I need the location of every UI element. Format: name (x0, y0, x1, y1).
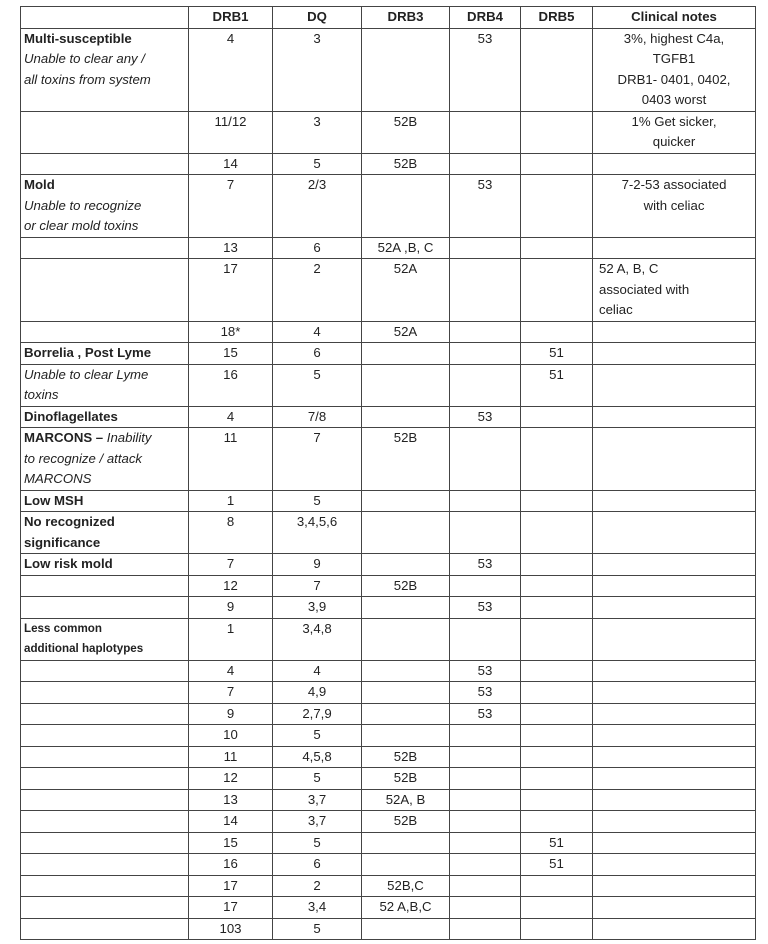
table-row (21, 682, 756, 704)
drb4-cell (450, 490, 521, 512)
drb5-cell: 51 (521, 854, 593, 876)
drb1-cell: 17 (189, 897, 273, 919)
clinical-notes-cell (593, 364, 756, 406)
drb1-cell: 12 (189, 575, 273, 597)
clinical-notes-cell (593, 175, 756, 238)
drb3-cell: 52B,C (362, 875, 450, 897)
dq-cell: 5 (273, 918, 362, 940)
table-row (21, 512, 756, 554)
drb5-cell (521, 768, 593, 790)
drb4-cell (450, 428, 521, 491)
drb3-cell (362, 682, 450, 704)
drb4-cell (450, 237, 521, 259)
category-desc: Unable to clear any / (24, 51, 145, 66)
clinical-notes-cell (593, 660, 756, 682)
clinical-notes-cell (593, 28, 756, 111)
category-cell (21, 406, 189, 428)
drb5-cell (521, 746, 593, 768)
drb5-cell (521, 554, 593, 576)
category-cell (21, 175, 189, 238)
drb1-cell: 4 (189, 406, 273, 428)
category-cell (21, 618, 189, 660)
drb1-cell: 15 (189, 832, 273, 854)
drb3-cell: 52B (362, 575, 450, 597)
category-title: significance (24, 534, 101, 550)
category-desc: all toxins from system (24, 71, 151, 87)
dq-cell: 4 (273, 321, 362, 343)
drb3-cell: 52 A,B,C (362, 897, 450, 919)
drb5-cell (521, 406, 593, 428)
dq-cell: 2/3 (273, 175, 362, 238)
table-row (21, 768, 756, 790)
drb3-cell (362, 343, 450, 365)
category-cell (21, 918, 189, 940)
category-title-line (24, 428, 185, 449)
drb1-cell: 7 (189, 682, 273, 704)
drb1-cell: 18* (189, 321, 273, 343)
drb3-cell (362, 512, 450, 554)
drb1-cell: 11 (189, 746, 273, 768)
dq-cell: 6 (273, 237, 362, 259)
table-row (21, 153, 756, 175)
drb3-cell (362, 406, 450, 428)
drb3-cell: 52B (362, 428, 450, 491)
drb4-cell: 53 (450, 28, 521, 111)
drb4-cell (450, 618, 521, 660)
drb5-cell (521, 111, 593, 153)
drb3-cell (362, 703, 450, 725)
drb4-cell (450, 897, 521, 919)
drb5-cell (521, 597, 593, 619)
drb4-cell (450, 343, 521, 365)
clinical-note-line: 52 A, B, C (599, 261, 659, 276)
drb4-cell (450, 789, 521, 811)
drb1-cell: 103 (189, 918, 273, 940)
drb3-cell: 52A ,B, C (362, 237, 450, 259)
header-drb3: DRB3 (362, 7, 450, 29)
drb5-cell (521, 175, 593, 238)
clinical-notes-cell (593, 428, 756, 491)
table-row (21, 490, 756, 512)
clinical-notes-cell (593, 768, 756, 790)
category-title: additional haplotypes (24, 642, 144, 655)
drb5-cell (521, 789, 593, 811)
drb4-cell (450, 854, 521, 876)
drb4-cell (450, 364, 521, 406)
header-category (21, 7, 189, 29)
category-desc: MARCONS (24, 471, 92, 486)
clinical-notes-cell (593, 897, 756, 919)
clinical-note-line: DRB1- 0401, 0402, (617, 71, 731, 87)
drb1-cell: 9 (189, 703, 273, 725)
drb3-cell (362, 597, 450, 619)
table-row (21, 321, 756, 343)
table-row (21, 259, 756, 322)
category-cell (21, 854, 189, 876)
table-row (21, 111, 756, 153)
category-desc: to recognize / attack (24, 450, 143, 466)
category-cell (21, 703, 189, 725)
drb5-cell (521, 512, 593, 554)
table-row (21, 343, 756, 365)
clinical-note-line: 3%, highest C4a, (623, 30, 725, 46)
clinical-notes-cell (593, 111, 756, 153)
drb3-cell: 52B (362, 153, 450, 175)
clinical-note-line: celiac (599, 302, 633, 317)
clinical-notes-cell (593, 725, 756, 747)
drb3-cell (362, 918, 450, 940)
table-row (21, 832, 756, 854)
drb1-cell: 13 (189, 237, 273, 259)
drb4-cell (450, 321, 521, 343)
dq-cell: 3,7 (273, 789, 362, 811)
drb5-cell (521, 321, 593, 343)
clinical-notes-cell (593, 703, 756, 725)
drb5-cell: 51 (521, 343, 593, 365)
drb1-cell: 11 (189, 428, 273, 491)
drb1-cell: 11/12 (189, 111, 273, 153)
drb1-cell: 1 (189, 618, 273, 660)
category-title: Dinoflagellates (24, 408, 118, 424)
drb1-cell: 16 (189, 854, 273, 876)
drb1-cell: 7 (189, 554, 273, 576)
drb5-cell (521, 237, 593, 259)
category-cell (21, 682, 189, 704)
category-cell (21, 789, 189, 811)
category-title: Borrelia , Post Lyme (24, 345, 152, 360)
drb3-cell (362, 28, 450, 111)
table-row (21, 554, 756, 576)
dq-cell: 7/8 (273, 406, 362, 428)
drb4-cell: 53 (450, 554, 521, 576)
clinical-notes-cell (593, 918, 756, 940)
clinical-notes-cell (593, 554, 756, 576)
category-cell (21, 111, 189, 153)
dq-cell: 3,9 (273, 597, 362, 619)
clinical-note-line: quicker (652, 134, 696, 149)
clinical-note-line: 1% Get sicker, (631, 113, 717, 129)
category-desc: toxins (24, 387, 59, 402)
clinical-notes-cell (593, 597, 756, 619)
drb5-cell (521, 490, 593, 512)
drb3-cell: 52B (362, 111, 450, 153)
category-desc: Unable to recognize (24, 197, 142, 213)
dq-cell: 4,5,8 (273, 746, 362, 768)
drb3-cell: 52B (362, 768, 450, 790)
table-row (21, 364, 756, 406)
drb4-cell (450, 746, 521, 768)
drb3-cell: 52A (362, 321, 450, 343)
category-desc: Unable to clear Lyme (24, 366, 149, 382)
drb5-cell (521, 428, 593, 491)
clinical-note-line: TGFB1 (652, 51, 696, 66)
table-row (21, 875, 756, 897)
category-cell (21, 875, 189, 897)
table-row (21, 918, 756, 940)
drb5-cell (521, 682, 593, 704)
dq-cell: 9 (273, 554, 362, 576)
category-title: Multi-susceptible (24, 30, 132, 46)
dq-cell: 3 (273, 28, 362, 111)
clinical-notes-cell (593, 512, 756, 554)
table-row (21, 618, 756, 660)
drb3-cell: 52B (362, 746, 450, 768)
drb4-cell (450, 259, 521, 322)
drb5-cell (521, 811, 593, 833)
table-row (21, 237, 756, 259)
header-drb1: DRB1 (189, 7, 273, 29)
drb3-cell (362, 175, 450, 238)
clinical-notes-cell (593, 343, 756, 365)
clinical-notes-cell (593, 490, 756, 512)
drb5-cell (521, 618, 593, 660)
dq-cell: 4 (273, 660, 362, 682)
table-row (21, 575, 756, 597)
category-title: No recognized (24, 514, 115, 529)
table-row (21, 703, 756, 725)
dq-cell: 6 (273, 343, 362, 365)
drb4-cell (450, 153, 521, 175)
drb5-cell (521, 28, 593, 111)
clinical-note-line: with celiac (643, 197, 705, 213)
drb1-cell: 12 (189, 768, 273, 790)
drb1-cell: 17 (189, 259, 273, 322)
drb1-cell: 14 (189, 153, 273, 175)
category-title: Less common (24, 621, 102, 635)
table-row (21, 660, 756, 682)
category-cell (21, 259, 189, 322)
category-cell (21, 768, 189, 790)
drb3-cell (362, 854, 450, 876)
dq-cell: 4,9 (273, 682, 362, 704)
clinical-notes-cell (593, 575, 756, 597)
dq-cell: 7 (273, 575, 362, 597)
dq-cell: 2 (273, 875, 362, 897)
dq-cell: 5 (273, 490, 362, 512)
clinical-notes-cell (593, 832, 756, 854)
table-row (21, 854, 756, 876)
header-drb5: DRB5 (521, 7, 593, 29)
drb4-cell: 53 (450, 703, 521, 725)
drb3-cell (362, 618, 450, 660)
category-title: Low risk mold (24, 556, 113, 571)
drb4-cell (450, 918, 521, 940)
drb1-cell: 13 (189, 789, 273, 811)
category-cell (21, 512, 189, 554)
drb3-cell (362, 660, 450, 682)
clinical-notes-cell (593, 811, 756, 833)
drb5-cell (521, 918, 593, 940)
drb5-cell (521, 725, 593, 747)
hla-haplotype-table (20, 6, 756, 940)
drb4-cell (450, 832, 521, 854)
drb4-cell (450, 512, 521, 554)
dq-cell: 5 (273, 832, 362, 854)
drb1-cell: 1 (189, 490, 273, 512)
clinical-note-line: 0403 worst (641, 92, 707, 107)
category-cell (21, 237, 189, 259)
drb4-cell: 53 (450, 597, 521, 619)
dq-cell: 3,4,5,6 (273, 512, 362, 554)
drb1-cell: 4 (189, 660, 273, 682)
dq-cell: 2 (273, 259, 362, 322)
dq-cell: 3 (273, 111, 362, 153)
category-cell (21, 28, 189, 111)
drb1-cell: 17 (189, 875, 273, 897)
drb3-cell (362, 832, 450, 854)
drb1-cell: 9 (189, 597, 273, 619)
category-cell (21, 725, 189, 747)
category-cell (21, 343, 189, 365)
drb3-cell (362, 490, 450, 512)
clinical-note-line: associated with (599, 281, 690, 297)
clinical-notes-cell (593, 259, 756, 322)
dq-cell: 6 (273, 854, 362, 876)
drb5-cell: 51 (521, 364, 593, 406)
drb1-cell: 15 (189, 343, 273, 365)
drb3-cell: 52A (362, 259, 450, 322)
table-row (21, 175, 756, 238)
drb5-cell (521, 897, 593, 919)
drb4-cell (450, 875, 521, 897)
drb3-cell: 52B (362, 811, 450, 833)
clinical-notes-cell (593, 682, 756, 704)
dq-cell: 5 (273, 768, 362, 790)
header-row (21, 7, 756, 29)
clinical-notes-cell (593, 406, 756, 428)
table-row (21, 597, 756, 619)
drb5-cell (521, 703, 593, 725)
category-cell (21, 597, 189, 619)
drb1-cell: 4 (189, 28, 273, 111)
header-clinical-notes: Clinical notes (593, 7, 756, 29)
table-row (21, 789, 756, 811)
drb5-cell (521, 875, 593, 897)
category-cell (21, 428, 189, 491)
category-title: Low MSH (24, 492, 84, 508)
category-cell (21, 832, 189, 854)
clinical-note-line: 7-2-53 associated (621, 177, 727, 192)
drb5-cell (521, 259, 593, 322)
drb1-cell: 16 (189, 364, 273, 406)
clinical-notes-cell (593, 237, 756, 259)
dq-cell: 3,4,8 (273, 618, 362, 660)
category-cell (21, 811, 189, 833)
drb3-cell (362, 364, 450, 406)
dq-cell: 5 (273, 725, 362, 747)
clinical-notes-cell (593, 854, 756, 876)
clinical-notes-cell (593, 321, 756, 343)
drb5-cell: 51 (521, 832, 593, 854)
dq-cell: 3,4 (273, 897, 362, 919)
table-row (21, 897, 756, 919)
drb3-cell (362, 725, 450, 747)
drb5-cell (521, 153, 593, 175)
drb1-cell: 10 (189, 725, 273, 747)
category-cell (21, 746, 189, 768)
drb1-cell: 7 (189, 175, 273, 238)
drb5-cell (521, 660, 593, 682)
drb4-cell: 53 (450, 660, 521, 682)
category-cell (21, 490, 189, 512)
drb4-cell (450, 575, 521, 597)
dq-cell: 3,7 (273, 811, 362, 833)
dq-cell: 5 (273, 364, 362, 406)
drb4-cell (450, 725, 521, 747)
dq-cell: 2,7,9 (273, 703, 362, 725)
table-row (21, 811, 756, 833)
drb4-cell: 53 (450, 682, 521, 704)
drb4-cell (450, 811, 521, 833)
dq-cell: 5 (273, 153, 362, 175)
category-title: Mold (24, 177, 55, 192)
table-row (21, 428, 756, 491)
category-cell (21, 153, 189, 175)
category-desc: or clear mold toxins (24, 218, 139, 233)
table-row (21, 28, 756, 111)
clinical-notes-cell (593, 875, 756, 897)
header-dq: DQ (273, 7, 362, 29)
category-desc: Inability (103, 430, 152, 445)
drb4-cell (450, 111, 521, 153)
clinical-notes-cell (593, 746, 756, 768)
drb4-cell (450, 768, 521, 790)
clinical-notes-cell (593, 618, 756, 660)
category-cell (21, 897, 189, 919)
dq-cell: 7 (273, 428, 362, 491)
clinical-notes-cell (593, 789, 756, 811)
table-row (21, 406, 756, 428)
drb3-cell (362, 554, 450, 576)
category-cell (21, 364, 189, 406)
category-cell (21, 660, 189, 682)
drb4-cell: 53 (450, 406, 521, 428)
category-title: MARCONS – (24, 430, 104, 445)
table-row (21, 746, 756, 768)
drb1-cell: 8 (189, 512, 273, 554)
category-cell (21, 575, 189, 597)
table-row (21, 725, 756, 747)
drb5-cell (521, 575, 593, 597)
clinical-notes-cell (593, 153, 756, 175)
header-drb4: DRB4 (450, 7, 521, 29)
drb4-cell: 53 (450, 175, 521, 238)
category-cell (21, 321, 189, 343)
category-cell (21, 554, 189, 576)
drb1-cell: 14 (189, 811, 273, 833)
drb3-cell: 52A, B (362, 789, 450, 811)
